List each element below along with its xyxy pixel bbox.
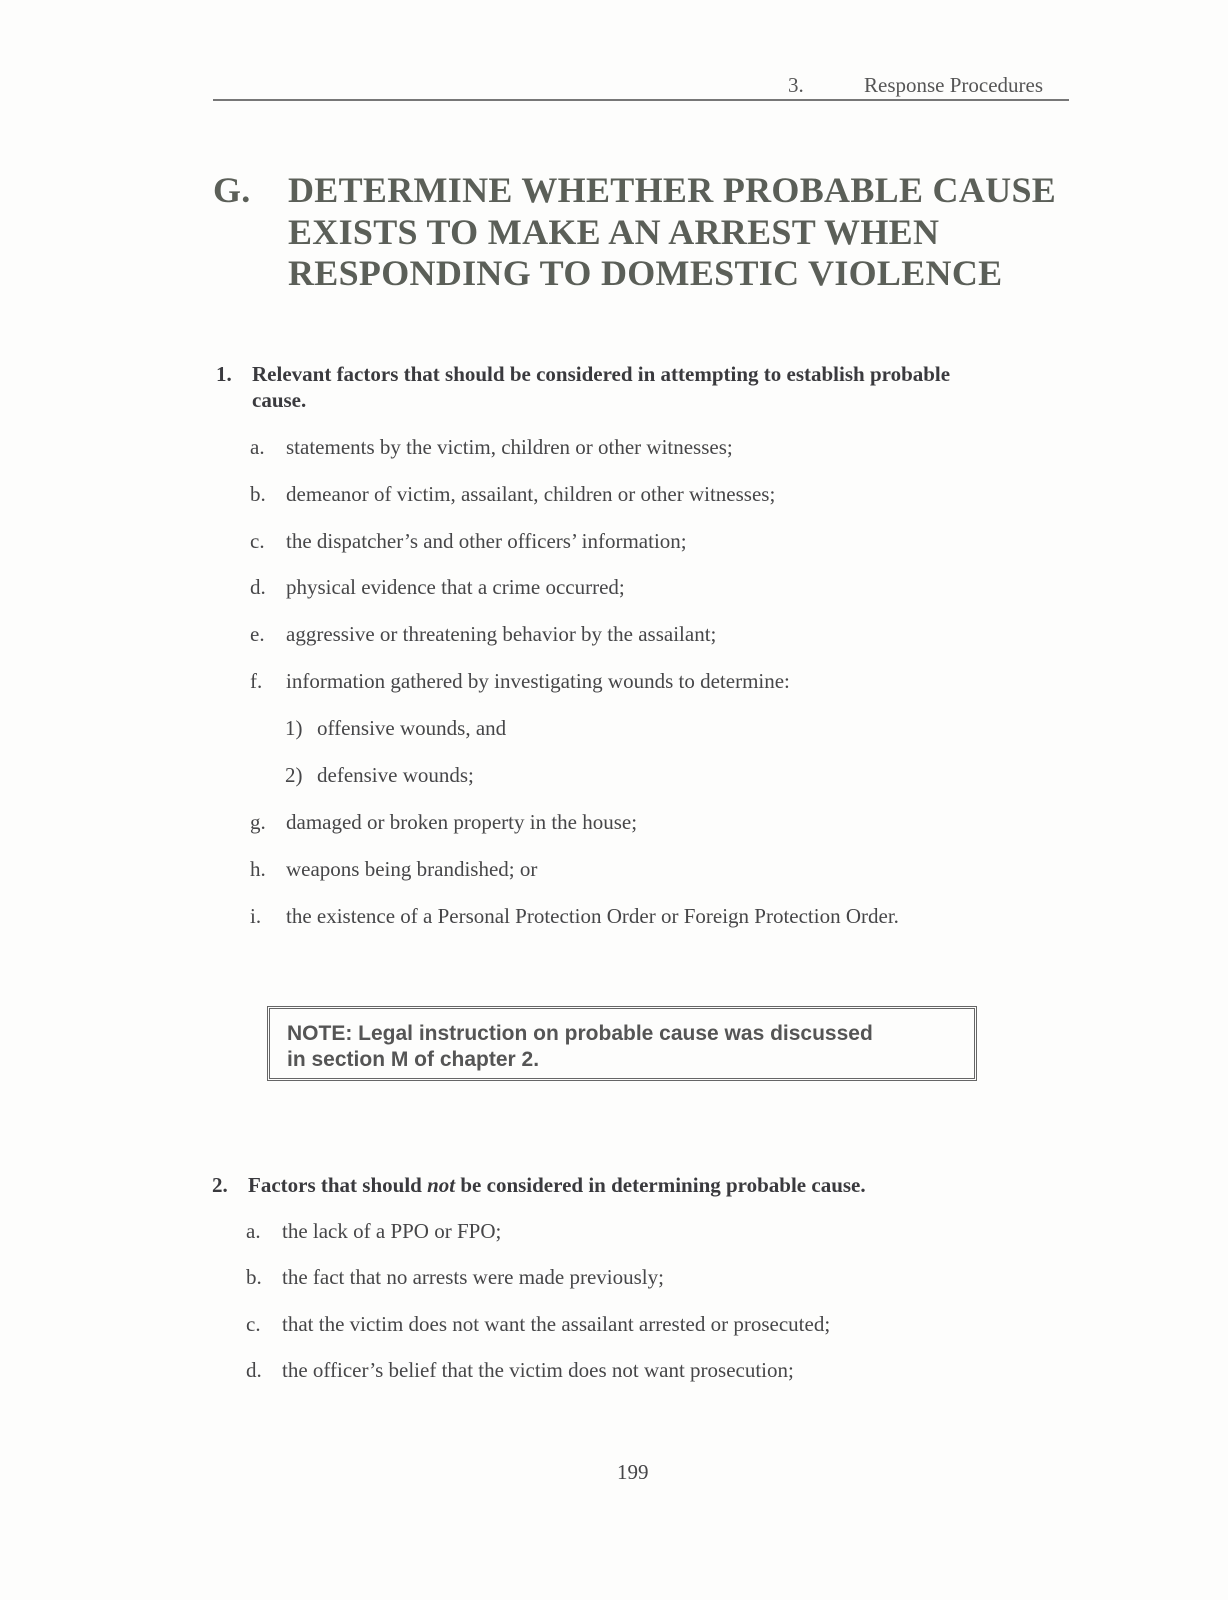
section-title: Relevant factors that should be considered in attempting to establish probable	[252, 362, 951, 386]
heading-line: EXISTS TO MAKE AN ARREST WHEN	[288, 212, 940, 252]
list-item: the fact that no arrests were made previously;	[282, 1265, 664, 1289]
list-item: that the victim does not want the assailant arrested or prosecuted;	[282, 1312, 831, 1336]
list-marker: c.	[250, 529, 265, 553]
list-marker: h.	[250, 857, 266, 881]
chapter-number: 3.	[788, 73, 804, 97]
heading-line: DETERMINE WHETHER PROBABLE CAUSE	[288, 170, 1057, 210]
heading-line: RESPONDING TO DOMESTIC VIOLENCE	[288, 253, 1003, 293]
list-item: aggressive or threatening behavior by the assailant;	[286, 622, 717, 646]
note-text: in section M of chapter 2.	[287, 1048, 540, 1071]
list-marker: e.	[250, 622, 265, 646]
list-item: physical evidence that a crime occurred;	[286, 575, 625, 599]
list-marker: i.	[250, 904, 262, 928]
list-marker: a.	[246, 1219, 261, 1243]
list-marker: b.	[250, 482, 266, 506]
section-number: 1.	[216, 362, 232, 386]
list-item: statements by the victim, children or other witnesses;	[286, 435, 733, 459]
list-item: damaged or broken property in the house;	[286, 810, 638, 834]
list-marker: b.	[246, 1265, 262, 1289]
list-item: information gathered by investigating wounds to determine:	[286, 669, 790, 693]
list-marker: c.	[246, 1312, 261, 1336]
heading-letter: G.	[213, 170, 251, 210]
chapter-title: Response Procedures	[864, 73, 1044, 97]
list-item: the lack of a PPO or FPO;	[282, 1219, 502, 1243]
section-title: cause.	[252, 388, 307, 412]
list-marker: f.	[250, 669, 263, 693]
list-item: defensive wounds;	[317, 763, 474, 787]
list-item: the dispatcher’s and other officers’ information;	[286, 529, 687, 553]
list-marker: d.	[250, 575, 266, 599]
list-marker: 2)	[285, 763, 303, 787]
note-box	[267, 1006, 977, 1081]
section-title: Factors that should not be considered in determining probable cause.	[248, 1173, 866, 1197]
header-rule	[213, 99, 1069, 101]
list-item: the officer’s belief that the victim does not want prosecution;	[282, 1358, 794, 1382]
list-item: weapons being brandished; or	[286, 857, 538, 881]
list-item: demeanor of victim, assailant, children or other witnesses;	[286, 482, 776, 506]
list-marker: a.	[250, 435, 265, 459]
list-marker: d.	[246, 1358, 262, 1382]
page-number: 199	[617, 1460, 649, 1484]
section-number: 2.	[212, 1173, 228, 1197]
list-marker: g.	[250, 810, 266, 834]
list-marker: 1)	[285, 716, 303, 740]
list-item: offensive wounds, and	[317, 716, 507, 740]
note-text: NOTE: Legal instruction on probable cause was discussed	[287, 1022, 873, 1045]
list-item: the existence of a Personal Protection Order or Foreign Protection Order.	[286, 904, 899, 928]
